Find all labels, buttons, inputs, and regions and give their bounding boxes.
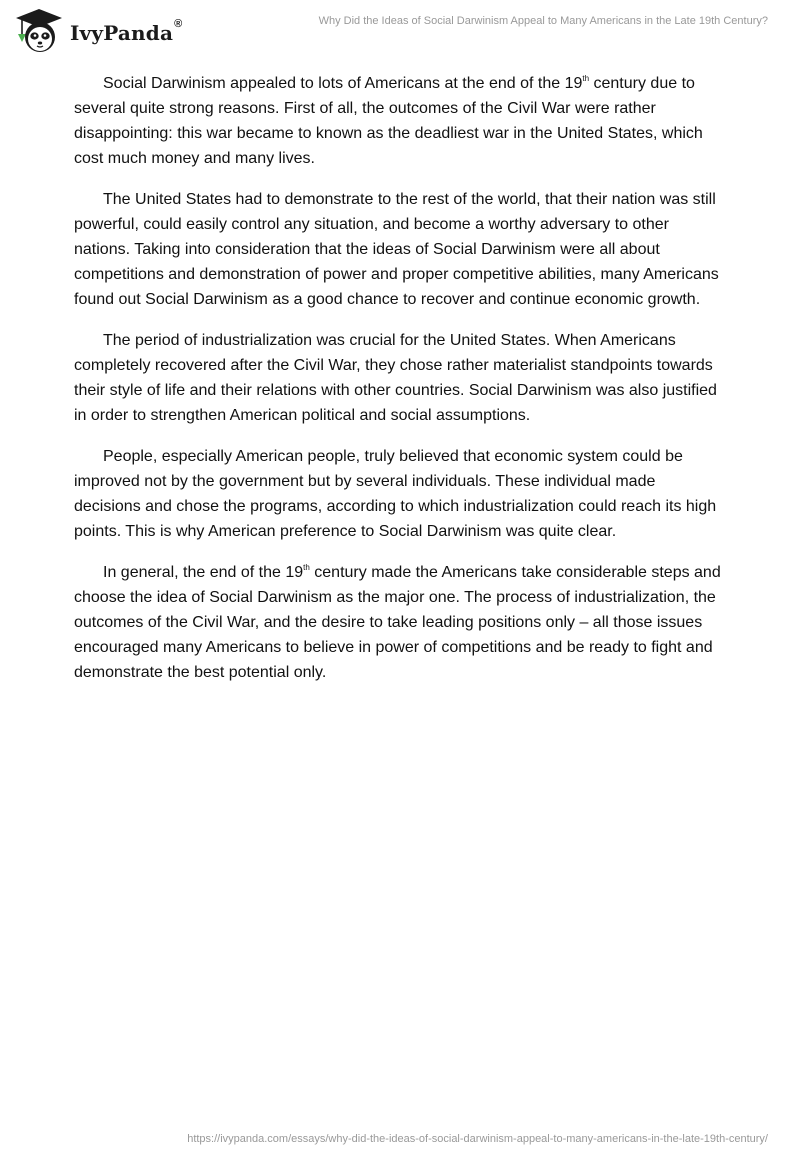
brand-name: IvyPanda®: [70, 18, 183, 45]
essay-paragraph-3: The period of industrialization was crucial for the United States. When Americans completely recovered after the Civil War, they chose rather materialist standpoints towards their style of life and their relations with other countries. Social Darwinism was also justified in order to strengthen American political and social assumptions.: [74, 332, 717, 424]
document-title: Why Did the Ideas of Social Darwinism Appeal to Many Americans in the Late 19th Century?: [318, 15, 768, 27]
ivypanda-logo[interactable]: [14, 8, 182, 54]
essay-paragraph-2: The United States had to demonstrate to the rest of the world, that their nation was still powerful, could easily control any situation, and become a worthy adversary to other nations. Taking into consideration that the ideas of Social Darwinism were all about competitions and demonstration of power and proper competitive abilities, many Americans found out Social Darwinism as a good chance to recover and continue economic growth.: [74, 191, 719, 308]
essay-paragraph-4: People, especially American people, truly believed that economic system could be improved not by the government but by several individuals. These individual made decisions and chose the programs, according to which industrialization could reach its high points. This is why American preference to Social Darwinism was quite clear.: [74, 448, 717, 540]
registered-mark: ®: [174, 18, 183, 30]
essay-paragraph-5: In general, the end of the 19th century made the Americans take considerable steps and choose the idea of Social Darwinism as the major one. The process of industrialization, the outcomes of the Civil War, and the desire to take leading positions only – all those issues encouraged many Americans to believe in power of competitions and be ready to fight and demonstrate the best potential only.: [74, 563, 721, 681]
panda-graduation-cap-icon: [14, 8, 64, 54]
essay-body: [74, 71, 726, 701]
page-header: [0, 0, 800, 60]
source-url-link[interactable]: https://ivypanda.com/essays/why-did-the-ideas-of-social-darwinism-appeal-to-many-americans-in-the-late-19th-century/: [187, 1133, 768, 1145]
essay-paragraph-1: Social Darwinism appealed to lots of Americans at the end of the 19th century due to several quite strong reasons. First of all, the outcomes of the Civil War were rather disappointing: this war became to known as the deadliest war in the United States, which cost much money and many lives.: [74, 74, 703, 167]
